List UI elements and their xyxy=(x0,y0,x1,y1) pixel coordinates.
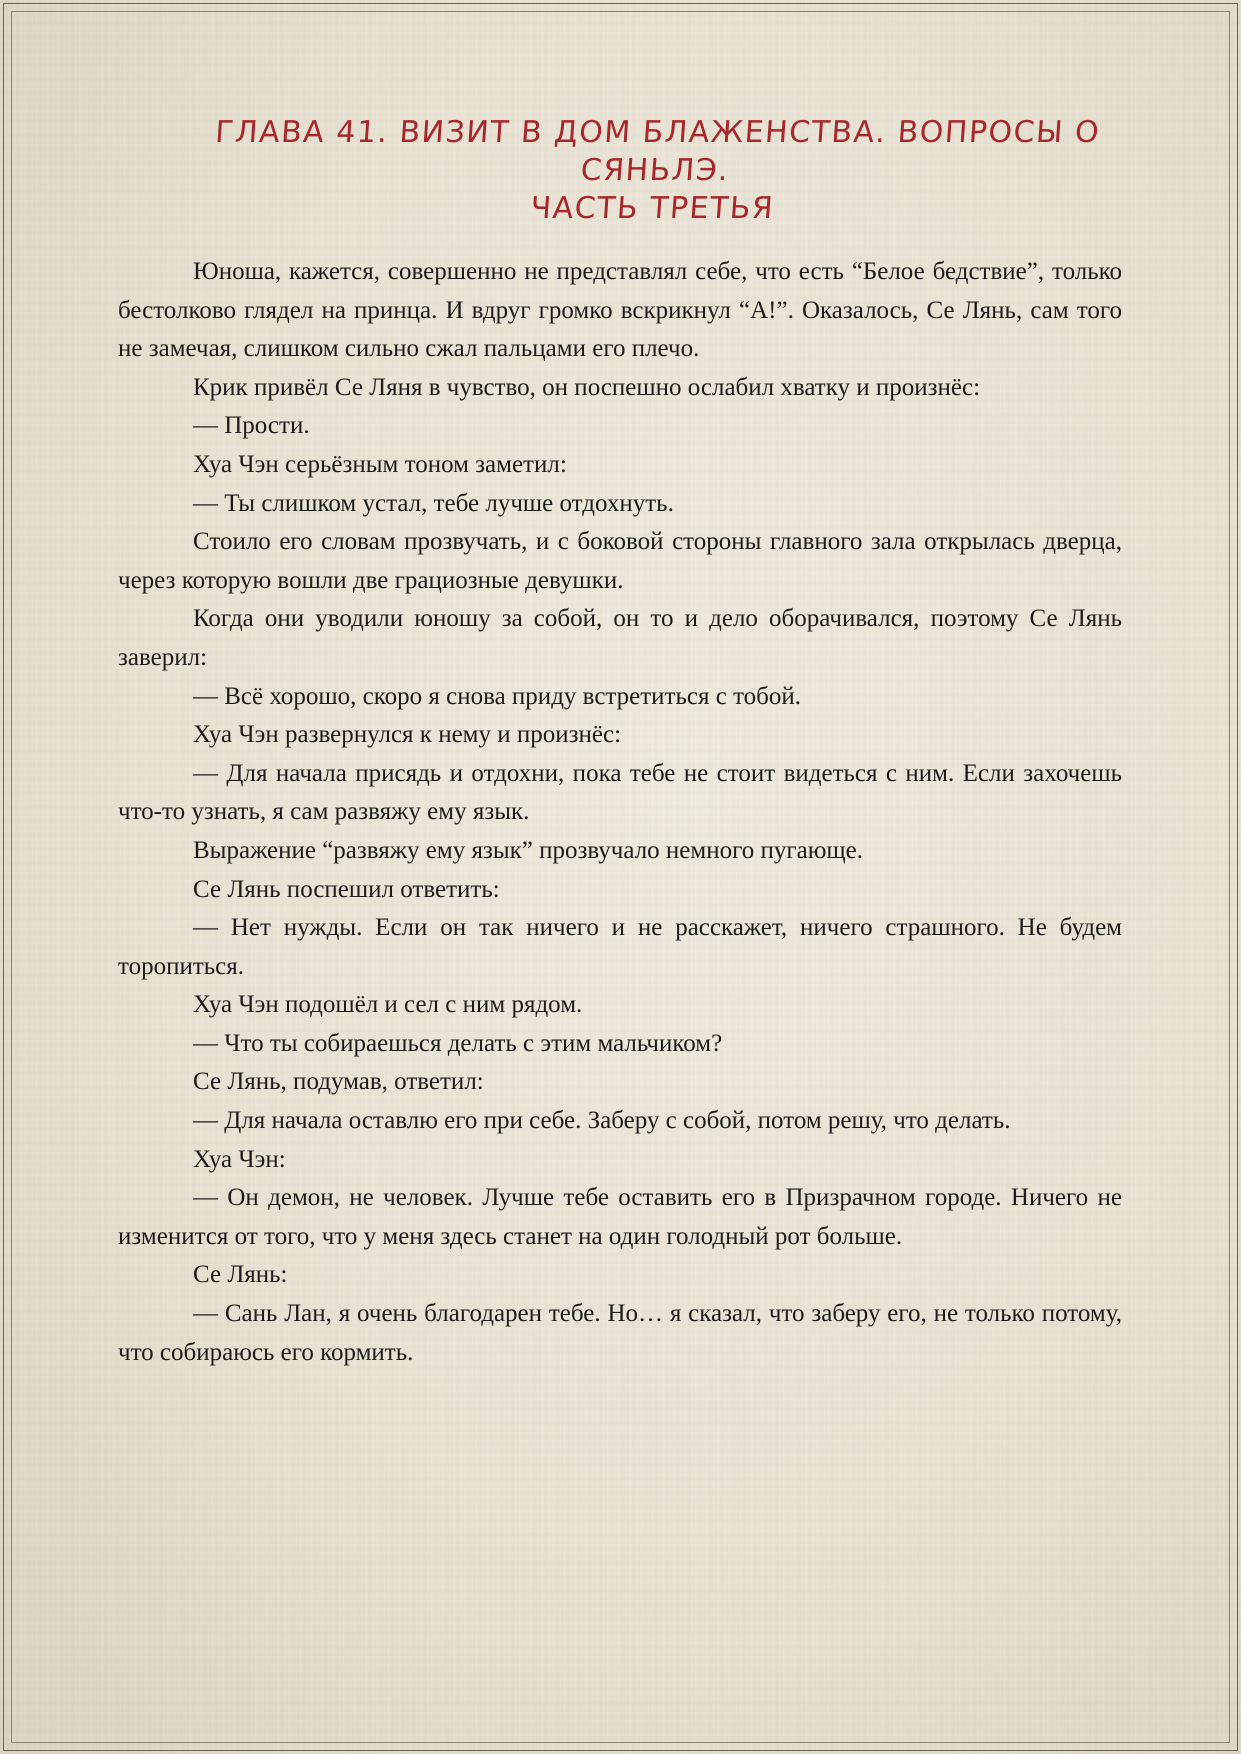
paragraph: Хуа Чэн развернулся к нему и произнёс: xyxy=(193,721,622,749)
paragraph: Крик привёл Се Ляня в чувство, он поспешно ослабил хватку и произнёс: xyxy=(193,373,981,401)
paragraph: Се Лянь поспешил ответить: xyxy=(193,875,500,903)
dialogue-line: — Прости. xyxy=(193,412,310,440)
dialogue-line: — Для начала оставлю его при себе. Заберу с собой, потом решу, что делать. xyxy=(193,1107,1011,1135)
dialogue-line: — Всё хорошо, скоро я снова приду встретиться с тобой. xyxy=(193,682,802,710)
paragraph: Выражение “развяжу ему язык” прозвучало немного пугающе. xyxy=(193,836,863,864)
dialogue-line: — Нет нужды. Если он так ничего и не расскажет, ничего страшного. Не будем торопиться. xyxy=(118,914,1122,980)
paragraph: Се Лянь: xyxy=(193,1261,288,1289)
paragraph: Хуа Чэн: xyxy=(193,1145,286,1173)
dialogue-line: — Он демон, не человек. Лучше тебе оставить его в Призрачном городе. Ничего не изменится от того, что у меня здесь станет на один голодный рот больше. xyxy=(118,1184,1122,1250)
dialogue-line: — Что ты собираешься делать с этим мальчиком? xyxy=(193,1029,723,1057)
paragraph: Се Лянь, подумав, ответил: xyxy=(193,1068,484,1096)
chapter-body xyxy=(118,253,1122,1372)
dialogue-line: — Сань Лан, я очень благодарен тебе. Но… я сказал, что заберу его, не только потому, что собираюсь его кормить. xyxy=(118,1300,1122,1366)
paragraph: Стоило его словам прозвучать, и с боковой стороны главного зала открылась дверца, через которую вошли две грациозные девушки. xyxy=(118,528,1122,594)
chapter-title xyxy=(146,114,1164,228)
paragraph: Хуа Чэн подошёл и сел с ним рядом. xyxy=(193,991,583,1019)
paragraph: Когда они уводили юношу за собой, он то и дело оборачивался, поэтому Се Лянь заверил: xyxy=(118,605,1122,671)
chapter-title-line-2: ЧАСТЬ ТРЕТЬЯ xyxy=(529,191,776,226)
dialogue-line: — Для начала присядь и отдохни, пока тебе не стоит видеться с ним. Если захочешь что-то узнать, я сам развяжу ему язык. xyxy=(118,759,1122,826)
chapter-title-line-1: ГЛАВА 41. ВИЗИТ В ДОМ БЛАЖЕНСТВА. ВОПРОСЫ О СЯНЬЛЭ. xyxy=(214,115,1102,188)
dialogue-line: — Ты слишком устал, тебе лучше отдохнуть. xyxy=(193,489,674,517)
paragraph: Хуа Чэн серьёзным тоном заметил: xyxy=(193,450,567,478)
paragraph: Юноша, кажется, совершенно не представлял себе, что есть “Белое бедствие”, только бестолково глядел на принца. И вдруг громко вскрикнул “А!”. Оказалось, Се Лянь, сам того не замечая, слишком сильно сжал пальцами его плечо. xyxy=(118,258,1122,363)
